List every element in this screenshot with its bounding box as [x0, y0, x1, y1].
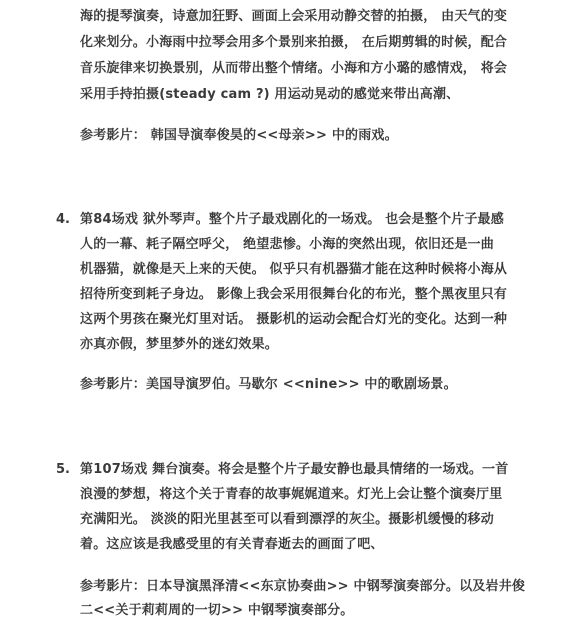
- reference-line: 参考影片：日本导演黑泽清<<东京协奏曲>> 中钢琴演奏部分。以及岩井俊: [80, 579, 526, 594]
- paragraph-line: 音乐旋律来切换景别，从而带出整个情绪。小海和方小璐的感情戏， 将会: [80, 61, 508, 76]
- paragraph-line: 充满阳光。 淡淡的阳光里甚至可以看到漂浮的灰尘。摄影机缓慢的移动: [80, 512, 494, 527]
- paragraph-line: 这两个男孩在聚光灯里对话。 摄影机的运动会配合灯光的变化。达到一种: [80, 312, 508, 327]
- paragraph-line: 亦真亦假，梦里梦外的迷幻效果。: [80, 337, 279, 352]
- paragraph-line: 化来划分。小海雨中拉琴会用多个景别来拍摄， 在后期剪辑的时候，配合: [80, 35, 508, 50]
- paragraph-line: 着。这应该是我感受里的有关青春逝去的画面了吧、: [80, 537, 384, 552]
- paragraph-line: 机器猫，就像是天上来的天使。 似乎只有机器猫才能在这种时候将小海从: [80, 262, 508, 277]
- paragraph-line: 第84场戏 狱外琴声。整个片子最戏剧化的一场戏。 也会是整个片子最感: [80, 212, 504, 227]
- paragraph-line: 招待所变到耗子身边。 影像上我会采用很舞台化的布光，整个黑夜里只有: [80, 287, 508, 302]
- paragraph-line: 采用手持拍摄(steady cam ?) 用运动晃动的感觉来带出高潮、: [80, 87, 460, 102]
- item-number: 4.: [56, 212, 70, 227]
- paragraph-line: 海的提琴演奏，诗意加狂野、画面上会采用动静交替的拍摄， 由天气的变: [80, 9, 508, 24]
- reference-line: 二<<关于莉莉周的一切>> 中钢琴演奏部分。: [80, 603, 354, 618]
- paragraph-line: 浪漫的梦想，将这个关于青春的故事娓娓道来。灯光上会让整个演奏厅里: [80, 487, 503, 502]
- reference-line: 参考影片： 韩国导演奉俊昊的<<母亲>> 中的雨戏。: [80, 128, 398, 143]
- paragraph-line: 第107场戏 舞台演奏。将会是整个片子最安静也最具情绪的一场戏。一首: [80, 462, 509, 477]
- item-number: 5.: [56, 462, 70, 477]
- paragraph-line: 人的一幕、耗子隔空呼父， 绝望悲惨。小海的突然出现，依旧还是一曲: [80, 237, 494, 252]
- reference-line: 参考影片：美国导演罗伯。马歇尔 <<nine>> 中的歌剧场景。: [80, 377, 457, 392]
